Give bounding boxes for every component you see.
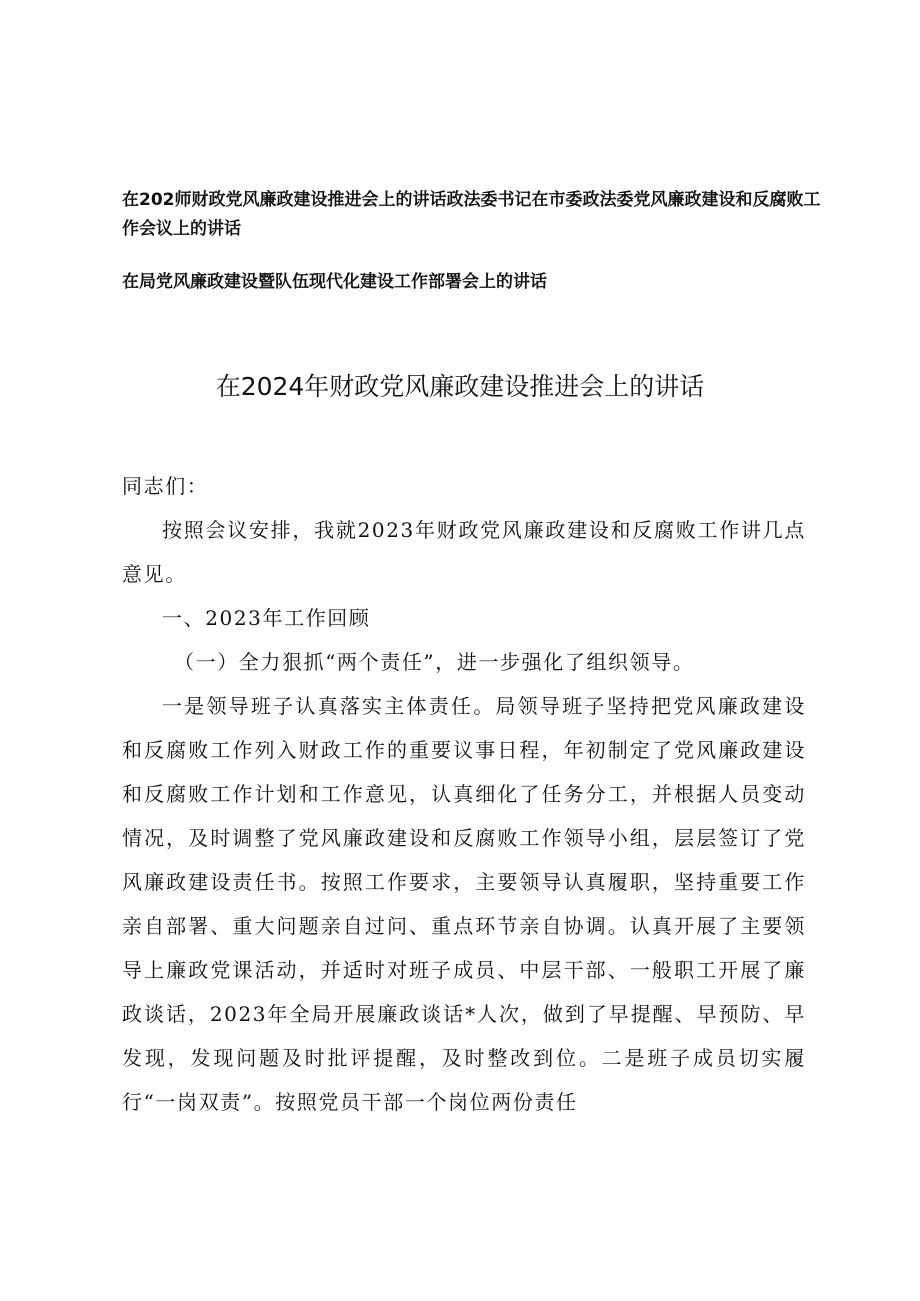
body-paragraph-intro: 按照会议安排，我就2023年财政党风廉政建设和反腐败工作讲几点意见。	[122, 518, 806, 586]
document-title: 在2024年财政党风廉政建设推进会上的讲话	[215, 372, 705, 401]
related-title-1: 在202师财政党风廉政建设推进会上的讲话政法委书记在市委政法委党风廉政建设和反腐败工作会议上的讲话	[122, 190, 821, 239]
salutation: 同志们：	[122, 474, 209, 498]
related-title-2: 在局党风廉政建设暨队伍现代化建设工作部署会上的讲话	[122, 272, 547, 292]
related-titles	[122, 186, 822, 297]
subsection-heading: （一）全力狠抓“两个责任”，进一步强化了组织领导。	[174, 650, 695, 674]
document-body	[122, 464, 806, 1124]
body-paragraph: 一是领导班子认真落实主体责任。局领导班子坚持把党风廉政建设和反腐败工作列入财政工作的重要议事日程，年初制定了党风廉政建设和反腐败工作计划和工作意见，认真细化了任务分工，并根据人员变动情况，及时调整了党风廉政建设和反腐败工作领导小组，层层签订了党风廉政建设责任书。按照工作要求，主要领导认真履职，坚持重要工作亲自部署、重大问题亲自过问、重点环节亲自协调。认真开展了主要领导上廉政党课活动，并适时对班子成员、中层干部、一般职工开展了廉政谈话，2023年全局开展廉政谈话*人次，做到了早提醒、早预防、早发现，发现问题及时批评提醒，及时整改到位。二是班子成员切实履行“一岗双责”。按照党员干部一个岗位两份责任	[122, 694, 806, 1114]
section-heading: 一、2023年工作回顾	[162, 606, 371, 630]
